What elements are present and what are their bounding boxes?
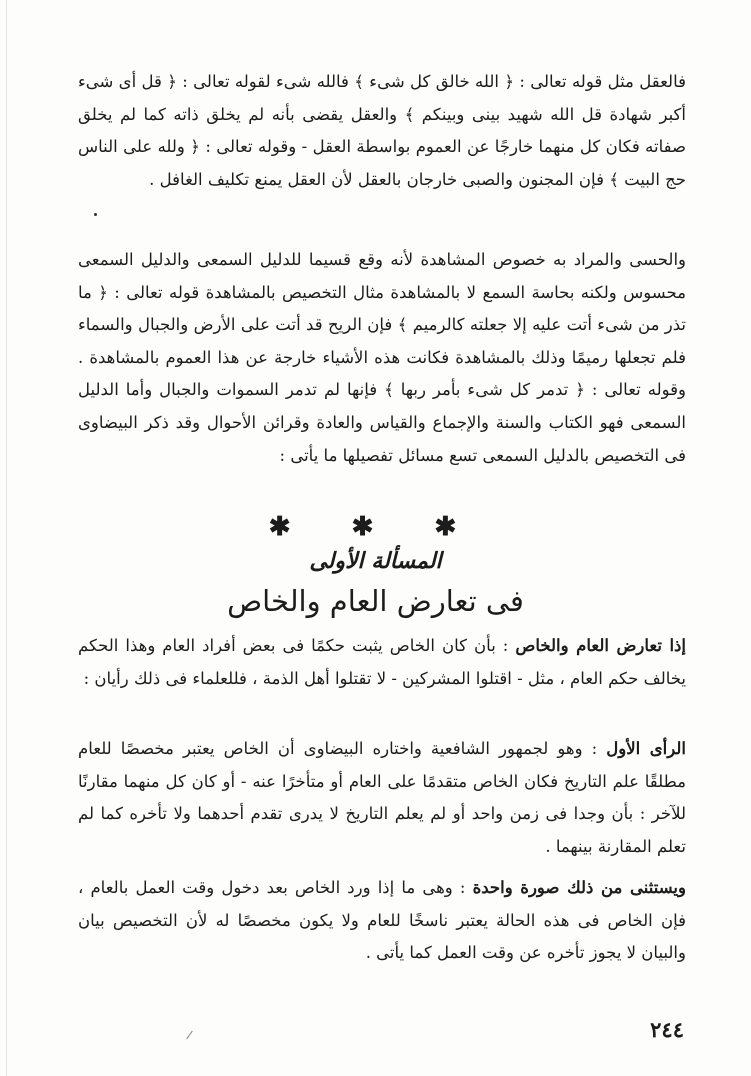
- paragraph-conflict-text: : بأن كان الخاص يثبت حكمًا فى بعض أفراد العام وهذا الحكم يخالف حكم العام ، مثل - اقتلوا المشركين - لا تقتلوا أهل الذمة ، فللعلماء فى ذلك رأيان :: [78, 636, 686, 688]
- paragraph-first-opinion: [78, 733, 686, 863]
- section-title: المسألة الأولى: [309, 548, 442, 574]
- section-subtitle: فى تعارض العام والخاص: [227, 584, 524, 618]
- paragraph-exception-text: : وهى ما إذا ورد الخاص بعد دخول وقت العمل بالعام ، فإن الخاص فى هذه الحالة يعتبر ناسخًا للعام ولا يكون مخصصًا له لأن التخصيص بيان والبيان لا يجوز تأخره عن وقت العمل كما يأتى .: [78, 878, 686, 963]
- paragraph-sensory: [78, 244, 686, 472]
- paragraph-exception-lead: ويستثنى من ذلك صورة واحدة: [472, 878, 686, 897]
- page-number: ٢٤٤: [650, 1017, 684, 1042]
- paragraph-sensory-text: والحسى والمراد به خصوص المشاهدة لأنه وقع قسيما للدليل السمعى والدليل السمعى محسوس ولكنه بحاسة السمع لا بالمشاهدة مثال التخصيص بالمشاهدة قوله تعالى : ﴿ ما تذر من شىء أتت عليه إلا جعلته كالرميم ﴾ فإن الريح قد أتت على الأرض والجبال والسماء فلم تجعلها رميمًا وذلك بالمشاهدة فكانت هذه الأشياء خارجة عن هذا العموم بالمشاهدة . وقوله تعالى : ﴿ تدمر كل شىء بأمر ربها ﴾ فإنها لم تدمر السموات والجبال وأما الدليل السمعى فهو الكتاب والسنة والإجماع والقياس والعادة وقرائن الأحوال وقد ذكر البيضاوى فى التخصيص بالدليل السمعى تسع مسائل تفصيلها ما يأتى :: [78, 250, 686, 465]
- paragraph-conflict-lead: إذا تعارض العام والخاص: [515, 636, 686, 655]
- paragraph-intellect-text: فالعقل مثل قوله تعالى : ﴿ الله خالق كل شىء ﴾ فالله شىء لقوله تعالى : ﴿ قل أى شىء أكبر شهادة قل الله شهيد بينى وبينكم ﴾ والعقل يقضى بأنه لم يخلق ذاته كما لم يخلق صفاته فكان كل منهما خارجًا عن العموم بواسطة العقل - وقوله تعالى : ﴿ ولله على الناس حج البيت ﴾ فإن المجنون والصبى خارجان بالعقل لأن العقل يمنع تكليف الغافل .: [78, 72, 686, 189]
- paragraph-exception: [78, 872, 686, 970]
- paragraph-conflict: [78, 630, 686, 695]
- paragraph-first-opinion-text: : وهو لجمهور الشافعية واختاره البيضاوى أن الخاص يعتبر مخصصًا للعام مطلقًا علم التاريخ فكان الخاص متقدمًا على العام أو متأخرًا عنه - أو كان كل منهما مقارنًا للآخر : بأن وجدا فى زمن واحد أو لم يعلم التاريخ لا يدرى تقدم أحدهما ولا تأخره كما لم تعلم المقارنة بينهما .: [78, 739, 686, 856]
- paragraph-intellect: [78, 66, 686, 196]
- ink-mark: [186, 1031, 193, 1040]
- ink-speck: [94, 213, 97, 216]
- paragraph-first-opinion-lead: الرأى الأول: [606, 739, 686, 758]
- section-separator: ✱ ✱ ✱: [268, 512, 483, 542]
